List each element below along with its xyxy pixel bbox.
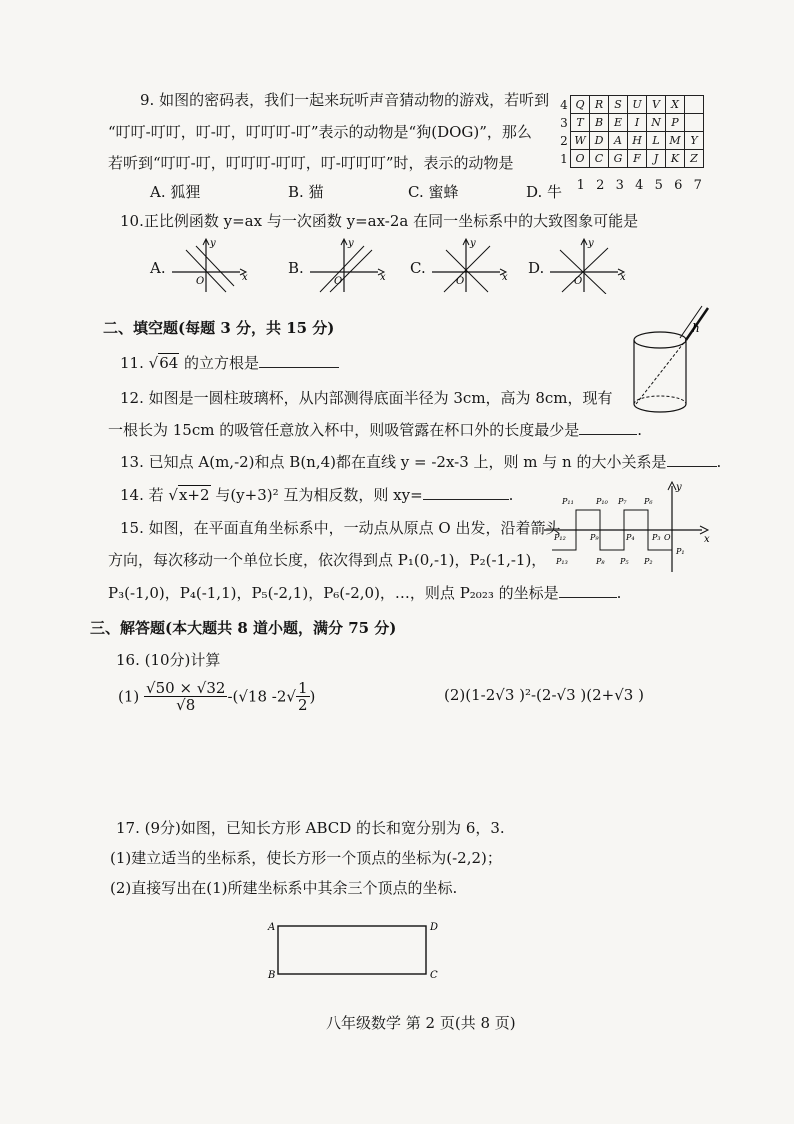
svg-text:y: y (676, 482, 682, 493)
q10-graph-c (428, 236, 508, 294)
cipher-cell: U (628, 96, 647, 114)
q17-rectangle-figure (264, 916, 444, 982)
cipher-cell: K (666, 150, 685, 168)
svg-text:P₆: P₆ (644, 497, 653, 506)
cipher-cell: T (571, 114, 590, 132)
svg-text:y: y (588, 238, 594, 249)
svg-text:P₅: P₅ (620, 557, 629, 566)
q10-option-b: B. (288, 259, 304, 277)
cipher-cell: I (628, 114, 647, 132)
page-footer: 八年级数学 第 2 页(共 8 页) (326, 1014, 516, 1032)
cipher-row-label: 3 (560, 115, 568, 130)
q10-option-a: A. (150, 259, 166, 277)
q14-text: 14. 若 √x+2 与(y+3)² 互为相反数，则 xy= . (120, 486, 514, 504)
svg-text:P₃: P₃ (652, 533, 661, 542)
svg-text:O: O (334, 276, 343, 287)
cipher-cell: X (666, 96, 685, 114)
q11-text: 11. √64 的立方根是 (120, 353, 339, 373)
q15-line3: P₃(-1,0)，P₄(-1,1)，P₅(-2,1)，P₆(-2,0)，…，则点 P₂₀₂₃ 的坐标是 . (108, 584, 622, 602)
cipher-cell: M (666, 132, 685, 150)
q17-line2: (1)建立适当的坐标系，使长方形一个顶点的坐标为(-2,2)； (110, 849, 502, 867)
cipher-cell: H (628, 132, 647, 150)
q16-part1-fraction: $\frac{√50 \times √32}{√8}$ (146, 679, 226, 714)
q9-line2: “叮叮-叮叮，叮-叮，叮叮叮-叮”表示的动物是“狗(DOG)”，那么 (108, 123, 532, 141)
q13-text: 13. 已知点 A(m,-2)和点 B(n,4)都在直线 y = -2x-3 上，则 m 与 n 的大小关系是 . (120, 453, 722, 471)
q9-option-a: A. 狐狸 (150, 183, 201, 201)
svg-text:C: C (430, 970, 438, 981)
cipher-cell: P (666, 114, 685, 132)
cipher-cell: A (609, 132, 628, 150)
cipher-row-label: 2 (560, 133, 568, 148)
q10-option-d: D. (528, 259, 545, 277)
svg-text:P₉: P₉ (590, 533, 599, 542)
cipher-row-1 (558, 150, 704, 168)
q10-graph-d (546, 236, 626, 294)
q16-title: 16. (10分)计算 (116, 651, 221, 669)
svg-text:D: D (430, 922, 439, 933)
svg-text:x: x (620, 272, 626, 283)
q16-part1: (1) $\frac{√50 \times √32}{√8}$ -(√18 -2√ $\frac{1}{2}$ ) (118, 679, 316, 714)
q15-line1: 15. 如图，在平面直角坐标系中，一动点从原点 O 出发，沿着箭头 (120, 519, 561, 537)
svg-text:x: x (704, 534, 710, 545)
svg-text:x: x (502, 272, 508, 283)
cipher-cell: S (609, 96, 628, 114)
svg-text:O: O (664, 533, 671, 542)
q17-line3: (2)直接写出在(1)所建坐标系中其余三个顶点的坐标. (110, 879, 458, 897)
svg-text:P₁₃: P₁₃ (556, 557, 568, 566)
q10-stem: 10.正比例函数 y=ax 与一次函数 y=ax-2a 在同一坐标系中的大致图象可能是 (120, 212, 639, 230)
cipher-cell: L (647, 132, 666, 150)
svg-text:O: O (574, 276, 583, 287)
svg-text:P₁₂: P₁₂ (554, 533, 566, 542)
q9-line3: 若听到“叮叮-叮，叮叮叮-叮叮，叮-叮叮叮”时，表示的动物是 (108, 154, 514, 172)
cipher-cell: Y (685, 132, 704, 150)
cipher-cell: O (571, 150, 590, 168)
q15-line2: 方向，每次移动一个单位长度，依次得到点 P₁(0,-1)，P₂(-1,-1)， (108, 551, 547, 569)
q16-part2: (2)(1-2√3 )²-(2-√3 )(2+√3 ) (444, 686, 644, 704)
svg-text:P₁₁: P₁₁ (562, 497, 574, 506)
q17-line1: 17. (9分)如图，已知长方形 ABCD 的长和宽分别为 6，3. (116, 819, 505, 837)
q10-graph-b (306, 236, 386, 294)
cipher-cell: F (628, 150, 647, 168)
cipher-row-label: 1 (560, 151, 568, 166)
svg-text:P₁₀: P₁₀ (596, 497, 608, 506)
svg-text:y: y (470, 238, 476, 249)
cipher-cell (685, 114, 704, 132)
q9-option-b: B. 猫 (288, 183, 324, 201)
cylinder-figure (622, 300, 722, 422)
svg-text:y: y (210, 238, 216, 249)
q12-line1: 12. 如图是一圆柱玻璃杯，从内部测得底面半径为 3cm，高为 8cm，现有 (120, 389, 613, 407)
svg-text:A: A (268, 922, 276, 933)
cipher-cell: G (609, 150, 628, 168)
svg-text:P₇: P₇ (618, 497, 627, 506)
q15-path-figure (540, 480, 716, 574)
svg-text:P₂: P₂ (644, 557, 653, 566)
cipher-cell: W (571, 132, 590, 150)
svg-text:P₄: P₄ (626, 533, 635, 542)
svg-text:h: h (692, 321, 700, 335)
cipher-cell: B (590, 114, 609, 132)
section-heading-fill: 二、填空题(每题 3 分，共 15 分) (103, 319, 335, 337)
svg-text:y: y (348, 238, 354, 249)
cipher-row-label: 4 (560, 97, 568, 112)
q9-line1: 9. 如图的密码表，我们一起来玩听声音猜动物的游戏，若听到 (140, 91, 550, 109)
section-heading-solve: 三、解答题(本大题共 8 道小题，满分 75 分) (90, 619, 397, 637)
cipher-cell: R (590, 96, 609, 114)
q12-line2: 一根长为 15cm 的吸管任意放入杯中，则吸管露在杯口外的长度最少是 . (108, 421, 643, 439)
cipher-cell (685, 96, 704, 114)
cipher-row-2 (558, 132, 704, 150)
cipher-cell: E (609, 114, 628, 132)
cipher-cell: J (647, 150, 666, 168)
cipher-cell: C (590, 150, 609, 168)
cipher-row-3 (558, 114, 704, 132)
svg-text:P₁: P₁ (676, 547, 685, 556)
cipher-cell: D (590, 132, 609, 150)
svg-text:O: O (196, 276, 205, 287)
q10-option-c: C. (410, 259, 426, 277)
q9-option-c: C. 蜜蜂 (408, 183, 459, 201)
svg-text:x: x (242, 272, 248, 283)
cipher-cell: Z (685, 150, 704, 168)
q9-option-d: D. 牛 (526, 183, 563, 201)
svg-text:P₈: P₈ (596, 557, 605, 566)
svg-text:B: B (268, 970, 276, 981)
cipher-row-4 (558, 96, 704, 114)
svg-text:O: O (456, 276, 465, 287)
cipher-cell: Q (571, 96, 590, 114)
cipher-cell: N (647, 114, 666, 132)
q10-graph-a (168, 236, 248, 294)
svg-text:x: x (380, 272, 386, 283)
cipher-col-labels: 1 2 3 4 5 6 7 (576, 178, 702, 193)
cipher-cell: V (647, 96, 666, 114)
cipher-table (558, 95, 704, 168)
